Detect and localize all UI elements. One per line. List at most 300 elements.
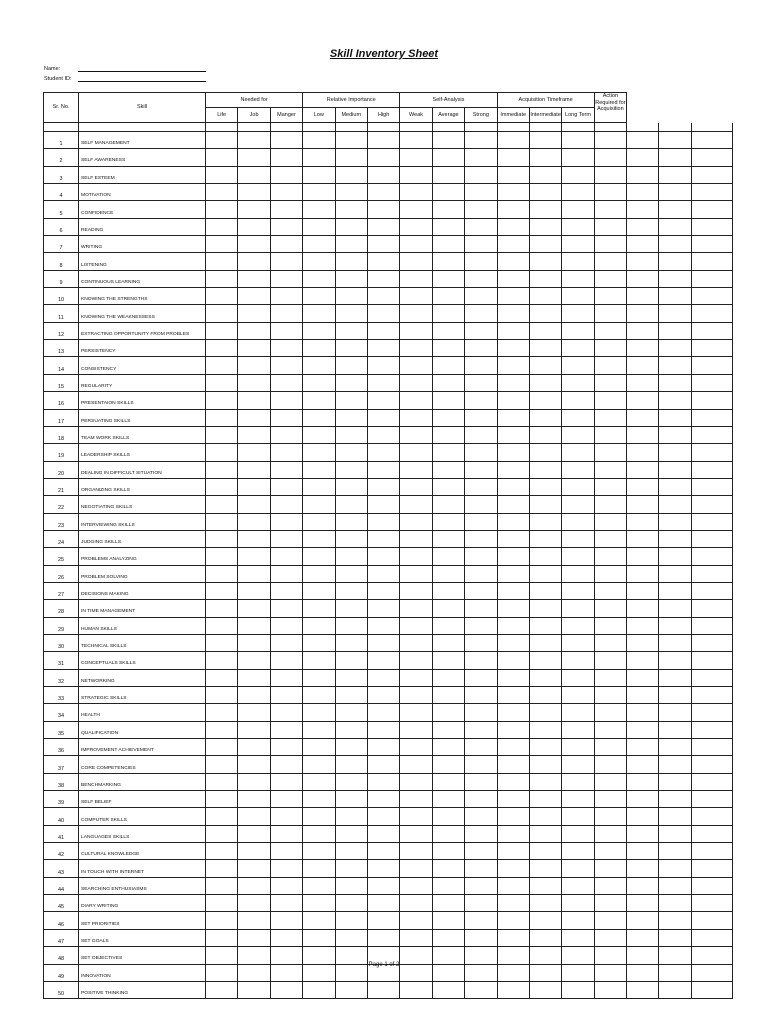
rating-cell[interactable] — [335, 218, 367, 235]
rating-cell[interactable] — [335, 340, 367, 357]
action-cell[interactable] — [692, 791, 733, 808]
rating-cell[interactable] — [270, 270, 302, 287]
rating-cell[interactable] — [594, 808, 626, 825]
rating-cell[interactable] — [432, 270, 464, 287]
rating-cell[interactable] — [238, 374, 270, 391]
rating-cell[interactable] — [335, 929, 367, 946]
rating-cell[interactable] — [303, 843, 335, 860]
rating-cell[interactable] — [627, 253, 659, 270]
rating-cell[interactable] — [367, 548, 399, 565]
rating-cell[interactable] — [529, 843, 561, 860]
rating-cell[interactable] — [594, 149, 626, 166]
rating-cell[interactable] — [238, 895, 270, 912]
rating-cell[interactable] — [206, 929, 238, 946]
rating-cell[interactable] — [400, 548, 432, 565]
rating-cell[interactable] — [497, 808, 529, 825]
rating-cell[interactable] — [497, 548, 529, 565]
rating-cell[interactable] — [206, 392, 238, 409]
rating-cell[interactable] — [594, 496, 626, 513]
rating-cell[interactable] — [303, 704, 335, 721]
rating-cell[interactable] — [400, 721, 432, 738]
rating-cell[interactable] — [303, 201, 335, 218]
rating-cell[interactable] — [367, 288, 399, 305]
rating-cell[interactable] — [529, 548, 561, 565]
rating-cell[interactable] — [594, 669, 626, 686]
action-cell[interactable] — [692, 669, 733, 686]
rating-cell[interactable] — [659, 218, 692, 235]
rating-cell[interactable] — [432, 843, 464, 860]
rating-cell[interactable] — [497, 357, 529, 374]
rating-cell[interactable] — [303, 496, 335, 513]
rating-cell[interactable] — [303, 981, 335, 998]
rating-cell[interactable] — [529, 149, 561, 166]
rating-cell[interactable] — [400, 773, 432, 790]
action-cell[interactable] — [692, 149, 733, 166]
rating-cell[interactable] — [432, 201, 464, 218]
rating-cell[interactable] — [627, 860, 659, 877]
rating-cell[interactable] — [659, 791, 692, 808]
rating-cell[interactable] — [206, 565, 238, 582]
rating-cell[interactable] — [465, 236, 497, 253]
rating-cell[interactable] — [432, 565, 464, 582]
action-cell[interactable] — [692, 357, 733, 374]
rating-cell[interactable] — [238, 687, 270, 704]
rating-cell[interactable] — [594, 201, 626, 218]
rating-cell[interactable] — [303, 669, 335, 686]
rating-cell[interactable] — [367, 166, 399, 183]
rating-cell[interactable] — [335, 513, 367, 530]
action-cell[interactable] — [692, 374, 733, 391]
rating-cell[interactable] — [465, 582, 497, 599]
rating-cell[interactable] — [465, 149, 497, 166]
rating-cell[interactable] — [238, 808, 270, 825]
rating-cell[interactable] — [659, 270, 692, 287]
rating-cell[interactable] — [400, 825, 432, 842]
rating-cell[interactable] — [206, 808, 238, 825]
rating-cell[interactable] — [594, 218, 626, 235]
rating-cell[interactable] — [238, 669, 270, 686]
rating-cell[interactable] — [335, 877, 367, 894]
rating-cell[interactable] — [659, 773, 692, 790]
rating-cell[interactable] — [432, 548, 464, 565]
rating-cell[interactable] — [432, 912, 464, 929]
rating-cell[interactable] — [400, 929, 432, 946]
rating-cell[interactable] — [529, 253, 561, 270]
rating-cell[interactable] — [206, 461, 238, 478]
rating-cell[interactable] — [432, 496, 464, 513]
rating-cell[interactable] — [529, 582, 561, 599]
rating-cell[interactable] — [206, 600, 238, 617]
rating-cell[interactable] — [270, 895, 302, 912]
rating-cell[interactable] — [497, 791, 529, 808]
rating-cell[interactable] — [627, 617, 659, 634]
rating-cell[interactable] — [303, 565, 335, 582]
rating-cell[interactable] — [562, 132, 594, 149]
rating-cell[interactable] — [529, 530, 561, 547]
rating-cell[interactable] — [335, 357, 367, 374]
rating-cell[interactable] — [400, 791, 432, 808]
rating-cell[interactable] — [627, 426, 659, 443]
rating-cell[interactable] — [400, 877, 432, 894]
rating-cell[interactable] — [659, 929, 692, 946]
rating-cell[interactable] — [465, 652, 497, 669]
rating-cell[interactable] — [594, 236, 626, 253]
rating-cell[interactable] — [627, 791, 659, 808]
rating-cell[interactable] — [659, 374, 692, 391]
rating-cell[interactable] — [465, 374, 497, 391]
rating-cell[interactable] — [497, 270, 529, 287]
rating-cell[interactable] — [562, 617, 594, 634]
rating-cell[interactable] — [432, 825, 464, 842]
rating-cell[interactable] — [659, 600, 692, 617]
rating-cell[interactable] — [432, 877, 464, 894]
rating-cell[interactable] — [594, 704, 626, 721]
rating-cell[interactable] — [335, 756, 367, 773]
rating-cell[interactable] — [659, 860, 692, 877]
rating-cell[interactable] — [432, 600, 464, 617]
rating-cell[interactable] — [400, 149, 432, 166]
rating-cell[interactable] — [529, 461, 561, 478]
action-cell[interactable] — [692, 288, 733, 305]
rating-cell[interactable] — [206, 357, 238, 374]
rating-cell[interactable] — [303, 305, 335, 322]
rating-cell[interactable] — [335, 374, 367, 391]
rating-cell[interactable] — [497, 895, 529, 912]
action-cell[interactable] — [692, 530, 733, 547]
rating-cell[interactable] — [367, 409, 399, 426]
rating-cell[interactable] — [562, 843, 594, 860]
rating-cell[interactable] — [432, 218, 464, 235]
rating-cell[interactable] — [465, 409, 497, 426]
rating-cell[interactable] — [270, 704, 302, 721]
rating-cell[interactable] — [335, 548, 367, 565]
rating-cell[interactable] — [497, 218, 529, 235]
rating-cell[interactable] — [594, 530, 626, 547]
rating-cell[interactable] — [270, 652, 302, 669]
rating-cell[interactable] — [400, 236, 432, 253]
rating-cell[interactable] — [465, 912, 497, 929]
rating-cell[interactable] — [627, 444, 659, 461]
rating-cell[interactable] — [529, 201, 561, 218]
rating-cell[interactable] — [432, 132, 464, 149]
rating-cell[interactable] — [562, 773, 594, 790]
rating-cell[interactable] — [238, 773, 270, 790]
rating-cell[interactable] — [400, 617, 432, 634]
rating-cell[interactable] — [562, 270, 594, 287]
rating-cell[interactable] — [432, 669, 464, 686]
rating-cell[interactable] — [562, 305, 594, 322]
rating-cell[interactable] — [206, 288, 238, 305]
rating-cell[interactable] — [367, 687, 399, 704]
rating-cell[interactable] — [270, 496, 302, 513]
rating-cell[interactable] — [529, 340, 561, 357]
rating-cell[interactable] — [659, 652, 692, 669]
rating-cell[interactable] — [594, 253, 626, 270]
action-cell[interactable] — [692, 912, 733, 929]
rating-cell[interactable] — [400, 704, 432, 721]
rating-cell[interactable] — [400, 444, 432, 461]
rating-cell[interactable] — [335, 305, 367, 322]
rating-cell[interactable] — [627, 409, 659, 426]
rating-cell[interactable] — [206, 340, 238, 357]
rating-cell[interactable] — [659, 201, 692, 218]
rating-cell[interactable] — [206, 582, 238, 599]
rating-cell[interactable] — [594, 392, 626, 409]
rating-cell[interactable] — [529, 912, 561, 929]
rating-cell[interactable] — [465, 843, 497, 860]
rating-cell[interactable] — [335, 409, 367, 426]
rating-cell[interactable] — [562, 634, 594, 651]
rating-cell[interactable] — [238, 166, 270, 183]
rating-cell[interactable] — [594, 270, 626, 287]
rating-cell[interactable] — [562, 791, 594, 808]
rating-cell[interactable] — [497, 374, 529, 391]
action-cell[interactable] — [692, 392, 733, 409]
rating-cell[interactable] — [465, 704, 497, 721]
rating-cell[interactable] — [335, 634, 367, 651]
rating-cell[interactable] — [465, 756, 497, 773]
rating-cell[interactable] — [270, 357, 302, 374]
rating-cell[interactable] — [303, 617, 335, 634]
rating-cell[interactable] — [303, 895, 335, 912]
rating-cell[interactable] — [562, 340, 594, 357]
rating-cell[interactable] — [627, 357, 659, 374]
rating-cell[interactable] — [206, 166, 238, 183]
rating-cell[interactable] — [432, 166, 464, 183]
rating-cell[interactable] — [627, 496, 659, 513]
rating-cell[interactable] — [432, 461, 464, 478]
action-cell[interactable] — [692, 340, 733, 357]
rating-cell[interactable] — [529, 929, 561, 946]
rating-cell[interactable] — [206, 305, 238, 322]
rating-cell[interactable] — [367, 357, 399, 374]
rating-cell[interactable] — [400, 461, 432, 478]
rating-cell[interactable] — [529, 791, 561, 808]
rating-cell[interactable] — [594, 184, 626, 201]
rating-cell[interactable] — [529, 166, 561, 183]
rating-cell[interactable] — [206, 877, 238, 894]
rating-cell[interactable] — [627, 548, 659, 565]
rating-cell[interactable] — [367, 877, 399, 894]
rating-cell[interactable] — [627, 461, 659, 478]
rating-cell[interactable] — [529, 756, 561, 773]
rating-cell[interactable] — [594, 409, 626, 426]
rating-cell[interactable] — [659, 253, 692, 270]
rating-cell[interactable] — [335, 773, 367, 790]
rating-cell[interactable] — [270, 461, 302, 478]
rating-cell[interactable] — [335, 322, 367, 339]
rating-cell[interactable] — [497, 860, 529, 877]
action-cell[interactable] — [692, 721, 733, 738]
rating-cell[interactable] — [270, 825, 302, 842]
rating-cell[interactable] — [367, 184, 399, 201]
rating-cell[interactable] — [367, 478, 399, 495]
rating-cell[interactable] — [627, 721, 659, 738]
rating-cell[interactable] — [367, 617, 399, 634]
rating-cell[interactable] — [659, 409, 692, 426]
rating-cell[interactable] — [206, 201, 238, 218]
rating-cell[interactable] — [594, 548, 626, 565]
rating-cell[interactable] — [497, 236, 529, 253]
rating-cell[interactable] — [465, 357, 497, 374]
rating-cell[interactable] — [335, 652, 367, 669]
rating-cell[interactable] — [465, 322, 497, 339]
rating-cell[interactable] — [335, 478, 367, 495]
rating-cell[interactable] — [497, 132, 529, 149]
rating-cell[interactable] — [270, 374, 302, 391]
rating-cell[interactable] — [206, 912, 238, 929]
rating-cell[interactable] — [594, 634, 626, 651]
rating-cell[interactable] — [529, 270, 561, 287]
action-cell[interactable] — [692, 895, 733, 912]
rating-cell[interactable] — [335, 912, 367, 929]
rating-cell[interactable] — [400, 860, 432, 877]
rating-cell[interactable] — [335, 236, 367, 253]
rating-cell[interactable] — [270, 565, 302, 582]
action-cell[interactable] — [692, 582, 733, 599]
rating-cell[interactable] — [627, 912, 659, 929]
action-cell[interactable] — [692, 236, 733, 253]
rating-cell[interactable] — [238, 912, 270, 929]
rating-cell[interactable] — [497, 478, 529, 495]
rating-cell[interactable] — [238, 929, 270, 946]
rating-cell[interactable] — [432, 236, 464, 253]
rating-cell[interactable] — [335, 721, 367, 738]
rating-cell[interactable] — [303, 357, 335, 374]
rating-cell[interactable] — [627, 270, 659, 287]
rating-cell[interactable] — [400, 357, 432, 374]
rating-cell[interactable] — [270, 687, 302, 704]
rating-cell[interactable] — [270, 582, 302, 599]
rating-cell[interactable] — [529, 288, 561, 305]
rating-cell[interactable] — [303, 426, 335, 443]
rating-cell[interactable] — [206, 322, 238, 339]
rating-cell[interactable] — [659, 461, 692, 478]
rating-cell[interactable] — [562, 825, 594, 842]
rating-cell[interactable] — [270, 721, 302, 738]
rating-cell[interactable] — [562, 201, 594, 218]
rating-cell[interactable] — [270, 929, 302, 946]
rating-cell[interactable] — [497, 600, 529, 617]
rating-cell[interactable] — [335, 565, 367, 582]
rating-cell[interactable] — [367, 149, 399, 166]
action-cell[interactable] — [692, 444, 733, 461]
rating-cell[interactable] — [206, 687, 238, 704]
rating-cell[interactable] — [465, 426, 497, 443]
rating-cell[interactable] — [270, 808, 302, 825]
rating-cell[interactable] — [400, 166, 432, 183]
rating-cell[interactable] — [465, 218, 497, 235]
rating-cell[interactable] — [432, 704, 464, 721]
rating-cell[interactable] — [432, 374, 464, 391]
rating-cell[interactable] — [659, 582, 692, 599]
rating-cell[interactable] — [562, 721, 594, 738]
rating-cell[interactable] — [335, 669, 367, 686]
action-cell[interactable] — [692, 877, 733, 894]
rating-cell[interactable] — [238, 305, 270, 322]
rating-cell[interactable] — [465, 634, 497, 651]
rating-cell[interactable] — [367, 860, 399, 877]
rating-cell[interactable] — [335, 270, 367, 287]
rating-cell[interactable] — [367, 132, 399, 149]
rating-cell[interactable] — [400, 634, 432, 651]
rating-cell[interactable] — [206, 149, 238, 166]
rating-cell[interactable] — [465, 461, 497, 478]
rating-cell[interactable] — [303, 877, 335, 894]
rating-cell[interactable] — [562, 530, 594, 547]
rating-cell[interactable] — [659, 392, 692, 409]
rating-cell[interactable] — [238, 426, 270, 443]
rating-cell[interactable] — [400, 895, 432, 912]
rating-cell[interactable] — [206, 791, 238, 808]
rating-cell[interactable] — [497, 877, 529, 894]
rating-cell[interactable] — [335, 843, 367, 860]
rating-cell[interactable] — [303, 444, 335, 461]
rating-cell[interactable] — [400, 687, 432, 704]
rating-cell[interactable] — [206, 860, 238, 877]
rating-cell[interactable] — [270, 513, 302, 530]
rating-cell[interactable] — [238, 322, 270, 339]
rating-cell[interactable] — [465, 513, 497, 530]
rating-cell[interactable] — [529, 773, 561, 790]
action-cell[interactable] — [692, 739, 733, 756]
rating-cell[interactable] — [335, 895, 367, 912]
rating-cell[interactable] — [497, 288, 529, 305]
rating-cell[interactable] — [529, 305, 561, 322]
rating-cell[interactable] — [303, 270, 335, 287]
rating-cell[interactable] — [367, 808, 399, 825]
rating-cell[interactable] — [529, 184, 561, 201]
rating-cell[interactable] — [400, 600, 432, 617]
rating-cell[interactable] — [562, 669, 594, 686]
rating-cell[interactable] — [659, 825, 692, 842]
rating-cell[interactable] — [627, 132, 659, 149]
rating-cell[interactable] — [627, 565, 659, 582]
rating-cell[interactable] — [303, 825, 335, 842]
rating-cell[interactable] — [529, 895, 561, 912]
rating-cell[interactable] — [206, 426, 238, 443]
rating-cell[interactable] — [303, 687, 335, 704]
action-cell[interactable] — [692, 478, 733, 495]
rating-cell[interactable] — [497, 773, 529, 790]
rating-cell[interactable] — [465, 895, 497, 912]
rating-cell[interactable] — [335, 791, 367, 808]
rating-cell[interactable] — [303, 478, 335, 495]
rating-cell[interactable] — [594, 374, 626, 391]
rating-cell[interactable] — [238, 218, 270, 235]
rating-cell[interactable] — [594, 929, 626, 946]
rating-cell[interactable] — [400, 843, 432, 860]
rating-cell[interactable] — [562, 860, 594, 877]
rating-cell[interactable] — [303, 860, 335, 877]
rating-cell[interactable] — [529, 808, 561, 825]
rating-cell[interactable] — [562, 461, 594, 478]
rating-cell[interactable] — [627, 513, 659, 530]
action-cell[interactable] — [692, 201, 733, 218]
rating-cell[interactable] — [562, 548, 594, 565]
rating-cell[interactable] — [659, 721, 692, 738]
rating-cell[interactable] — [367, 374, 399, 391]
rating-cell[interactable] — [594, 426, 626, 443]
rating-cell[interactable] — [594, 600, 626, 617]
action-cell[interactable] — [692, 808, 733, 825]
rating-cell[interactable] — [659, 895, 692, 912]
rating-cell[interactable] — [303, 253, 335, 270]
rating-cell[interactable] — [465, 791, 497, 808]
rating-cell[interactable] — [367, 201, 399, 218]
rating-cell[interactable] — [529, 409, 561, 426]
rating-cell[interactable] — [465, 270, 497, 287]
